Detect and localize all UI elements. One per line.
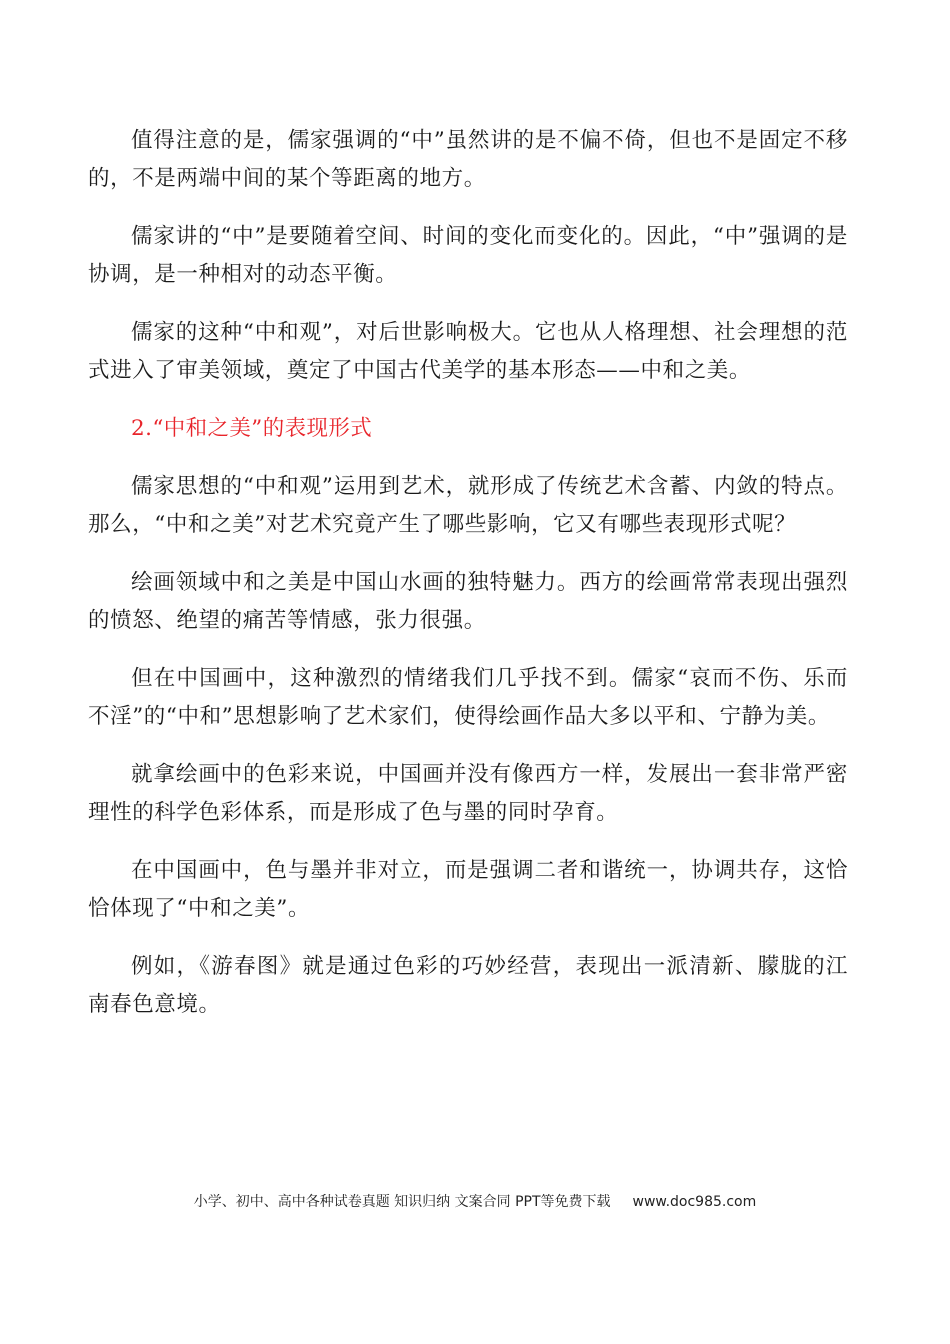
paragraph: 例如，《游春图》就是通过色彩的巧妙经营，表现出一派清新、朦胧的江南春色意境。	[88, 954, 848, 1017]
paragraph: 在中国画中，色与墨并非对立，而是强调二者和谐统一，协调共存，这恰恰体现了“中和之美”。	[88, 858, 848, 921]
page-footer	[0, 1191, 950, 1211]
footer-url[interactable]: www.doc985.com	[632, 1194, 757, 1210]
paragraph: 就拿绘画中的色彩来说，中国画并没有像西方一样，发展出一套非常严密理性的科学色彩体系，而是形成了色与墨的同时孕育。	[88, 762, 848, 825]
paragraph: 儒家的这种“中和观”，对后世影响极大。它也从人格理想、社会理想的范式进入了审美领域，奠定了中国古代美学的基本形态——中和之美。	[88, 320, 848, 383]
paragraph: 儒家思想的“中和观”运用到艺术，就形成了传统艺术含蓄、内敛的特点。那么，“中和之美”对艺术究竟产生了哪些影响，它又有哪些表现形式呢？	[88, 474, 848, 537]
footer-text: 小学、初中、高中各种试卷真题 知识归纳 文案合同 PPT等免费下载	[193, 1194, 611, 1210]
document-body	[88, 122, 848, 1044]
paragraph: 儒家讲的“中”是要随着空间、时间的变化而变化的。因此，“中”强调的是协调，是一种相对的动态平衡。	[88, 224, 848, 287]
paragraph: 绘画领域中和之美是中国山水画的独特魅力。西方的绘画常常表现出强烈的愤怒、绝望的痛苦等情感，张力很强。	[88, 570, 848, 633]
section-heading: 2.“中和之美”的表现形式	[131, 416, 373, 441]
paragraph: 但在中国画中，这种激烈的情绪我们几乎找不到。儒家“哀而不伤、乐而不淫”的“中和”思想影响了艺术家们，使得绘画作品大多以平和、宁静为美。	[88, 666, 848, 729]
paragraph: 值得注意的是，儒家强调的“中”虽然讲的是不偏不倚，但也不是固定不移的，不是两端中间的某个等距离的地方。	[88, 128, 848, 191]
